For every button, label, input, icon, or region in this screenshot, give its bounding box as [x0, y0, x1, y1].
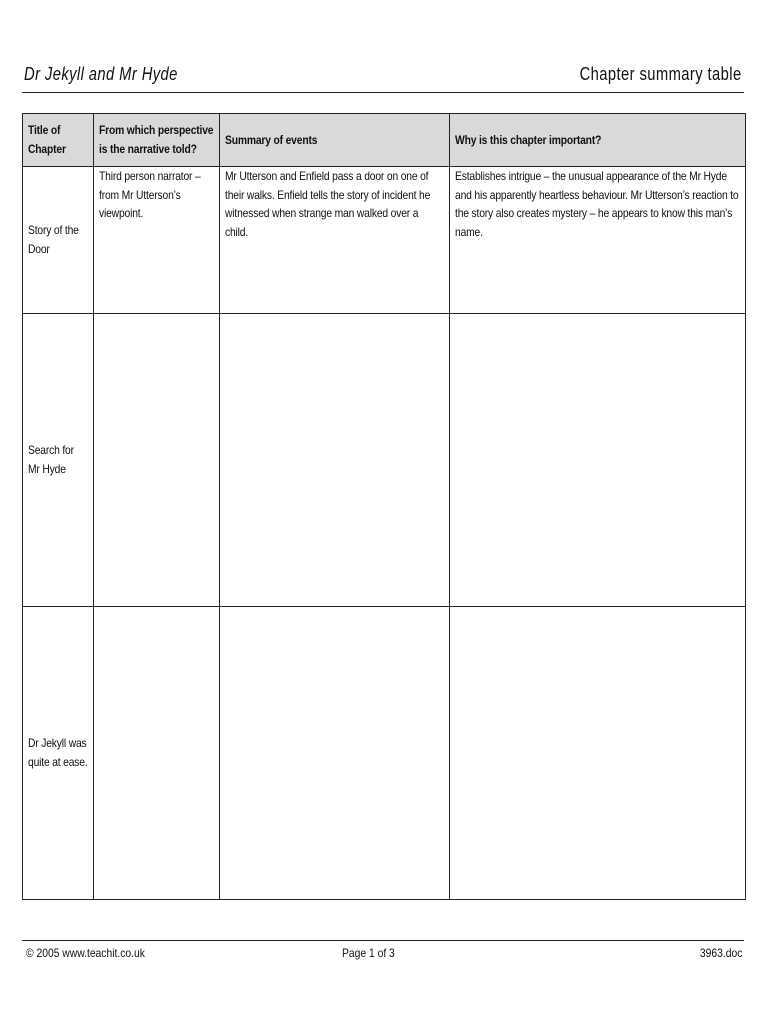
perspective-cell: Third person narrator – from Mr Utterson’s viewpoint. [94, 167, 220, 314]
chapter-title-cell: Story of the Door [23, 167, 94, 314]
column-header-summary: Summary of events [220, 114, 450, 167]
document-title: Dr Jekyll and Mr Hyde [24, 64, 178, 84]
column-header-perspective: From which perspective is the narrative told? [94, 114, 220, 167]
footer-copyright: © 2005 www.teachit.co.uk [26, 946, 145, 960]
importance-cell: Establishes intrigue – the unusual appearance of the Mr Hyde and his apparently heartless behaviour. Mr Utterson’s reaction to the story also creates mystery – he appears to know this man’s name. [450, 167, 746, 314]
table-header-row [23, 114, 746, 167]
header-divider [22, 92, 744, 93]
perspective-cell [94, 314, 220, 607]
table-row [23, 167, 746, 314]
chapter-title-cell: Search for Mr Hyde [23, 314, 94, 607]
chapter-summary-table [22, 113, 746, 900]
column-header-importance: Why is this chapter important? [450, 114, 746, 167]
importance-cell [450, 607, 746, 900]
footer-page-number: Page 1 of 3 [342, 946, 395, 960]
chapter-title-cell: Dr Jekyll was quite at ease. [23, 607, 94, 900]
summary-cell [220, 607, 450, 900]
importance-cell [450, 314, 746, 607]
footer-document-id: 3963.doc [699, 946, 742, 960]
summary-cell: Mr Utterson and Enfield pass a door on one of their walks. Enfield tells the story of incident he witnessed when strange man walked over a child. [220, 167, 450, 314]
summary-cell [220, 314, 450, 607]
table-row [23, 314, 746, 607]
table-row [23, 607, 746, 900]
column-header-title: Title of Chapter [23, 114, 94, 167]
perspective-cell [94, 607, 220, 900]
section-title: Chapter summary table [579, 64, 742, 84]
footer-divider [22, 940, 744, 941]
